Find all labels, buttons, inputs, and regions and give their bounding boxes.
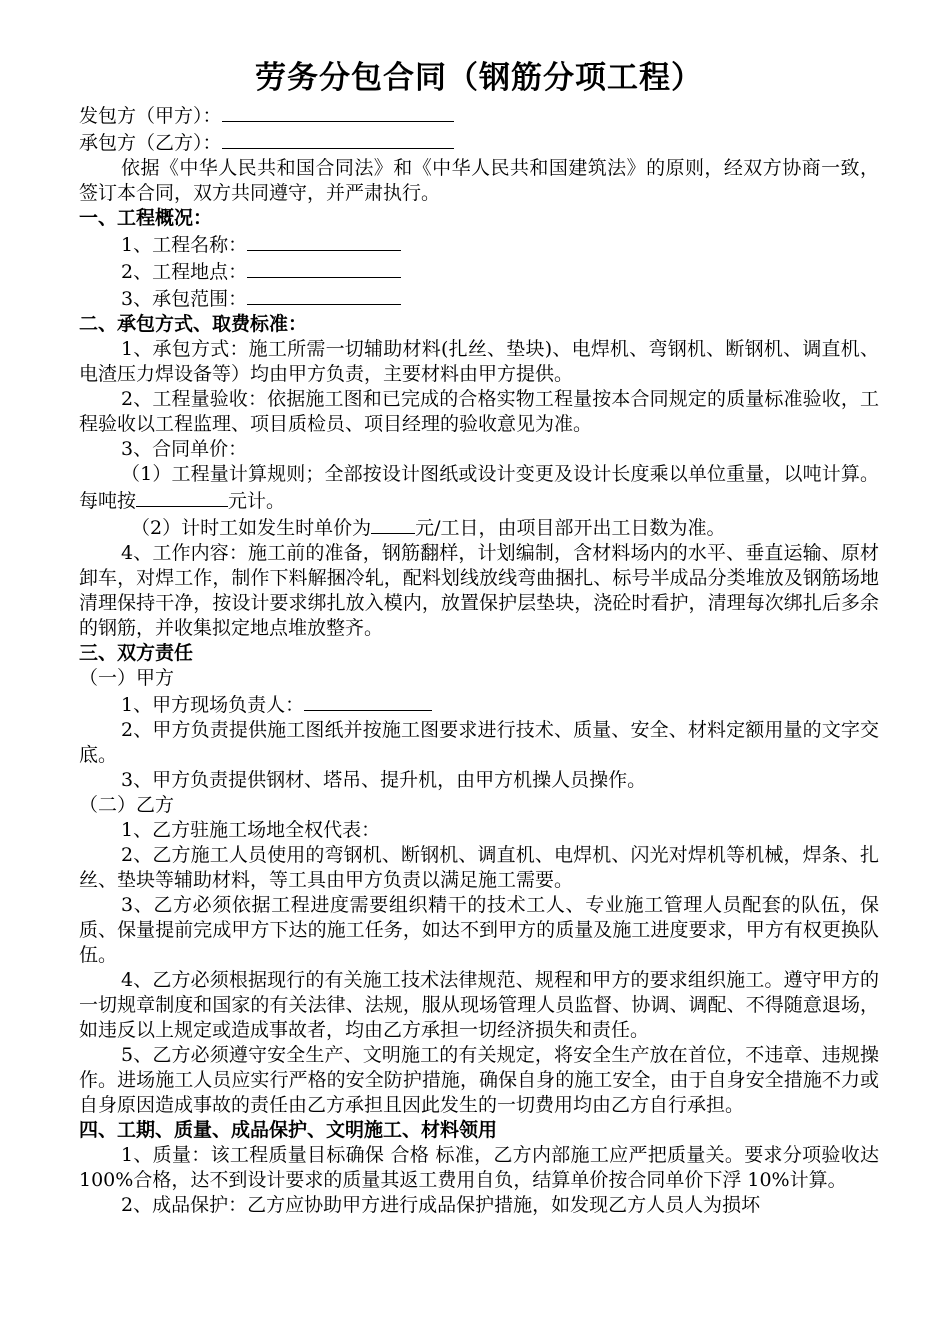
section-1-heading: 一、工程概况：	[79, 207, 213, 229]
party-b-line	[79, 129, 879, 156]
project-location-line	[79, 258, 879, 285]
contract-scope-label: 3、承包范围：	[121, 288, 248, 310]
s2-clause-3-2	[79, 514, 879, 541]
a-clause-3: 3、甲方负责提供钢材、塔吊、提升机，由甲方机操人员操作。	[121, 769, 647, 791]
hourly-price-text: （2）计时工如发生时单价为	[131, 517, 372, 539]
unit-price-text: （1）工程量计算规则；全部按设计图纸或设计变更及设计长度乘以单位重量，以吨计算。每吨按	[79, 463, 879, 512]
s2-paragraph-4: 4、工作内容：施工前的准备，钢筋翻样，计划编制，含材料场内的水平、垂直运输、原材卸车，对焊工作，制作下料解捆冷轧，配料划线放线弯曲捆扎、标号半成品分类堆放及钢筋场地清理保持干净，按设计要求绑扎放入模内，放置保护层垫块，浇砼时看护，清理每次绑扎后多余的钢筋，并收集拟定地点堆放整齐。	[79, 542, 879, 639]
b-clause-5: 5、乙方必须遵守安全生产、文明施工的有关规定，将安全生产放在首位，不违章、违规操作。进场施工人员应实行严格的安全防护措施，确保自身的施工安全，由于自身安全措施不力或自身原因造成事故的责任由乙方承担且因此发生的一切费用均由乙方自行承担。	[79, 1044, 879, 1116]
hourly-price-suffix: 元/工日，由项目部开出工日数为准。	[415, 517, 726, 539]
contract-scope-blank	[247, 285, 401, 305]
party-b-subheading: （二）乙方	[79, 794, 175, 816]
section-2-heading: 二、承包方式、取费标准：	[79, 313, 308, 335]
b-clause-4: 4、乙方必须根据现行的有关施工技术法律规范、规程和甲方的要求组织施工。遵守甲方的一切规章制度和国家的有关法律、法规，服从现场管理人员监督、协调、调配、不得随意退场，如违反以上规定或造成事故者，均由乙方承担一切经济损失和责任。	[79, 969, 879, 1041]
b-clause-2: 2、乙方施工人员使用的弯钢机、断钢机、调直机、电焊机、闪光对焊机等机械，焊条、扎丝、垫块等辅助材料，等工具由甲方负责以满足施工需要。	[79, 844, 879, 891]
a-site-manager-blank	[304, 691, 432, 711]
a-site-manager-label: 1、甲方现场负责人：	[121, 694, 305, 716]
project-name-line	[79, 231, 879, 258]
b-clause-3: 3、乙方必须依据工程进度需要组织精干的技术工人、专业施工管理人员配套的队伍，保质、保量提前完成甲方下达的施工任务，如达不到甲方的质量及施工进度要求，甲方有权更换队伍。	[79, 894, 879, 966]
unit-price-blank	[136, 487, 228, 507]
s4-clause-1: 1、质量：该工程质量目标确保 合格 标准，乙方内部施工应严把质量关。要求分项验收达 100%合格，达不到设计要求的质量其返工费用自负，结算单价按合同单价下浮 10%计算。	[79, 1144, 879, 1191]
s2-paragraph-3: 3、合同单价：	[121, 438, 248, 460]
project-location-label: 2、工程地点：	[121, 261, 248, 283]
contract-document	[79, 56, 879, 1218]
project-name-blank	[247, 231, 401, 251]
party-b-label: 承包方（乙方）：	[79, 132, 222, 154]
party-b-blank	[222, 129, 454, 149]
party-a-blank	[222, 102, 454, 122]
s2-paragraph-1: 1、承包方式：施工所需一切辅助材料(扎丝、垫块)、电焊机、弯钢机、断钢机、调直机、电渣压力焊设备等）均由甲方负责，主要材料由甲方提供。	[79, 338, 879, 385]
intro-paragraph: 依据《中华人民共和国合同法》和《中华人民共和国建筑法》的原则，经双方协商一致，签订本合同，双方共同遵守，并严肃执行。	[79, 157, 879, 204]
project-name-label: 1、工程名称：	[121, 234, 248, 256]
party-a-subheading: （一）甲方	[79, 667, 175, 689]
hourly-price-blank	[371, 514, 415, 534]
section-4-heading: 四、工期、质量、成品保护、文明施工、材料领用	[79, 1119, 498, 1141]
contract-scope-line	[79, 285, 879, 312]
a-clause-2: 2、甲方负责提供施工图纸并按施工图要求进行技术、质量、安全、材料定额用量的文字交底。	[79, 719, 879, 766]
party-a-label: 发包方（甲方）：	[79, 105, 222, 127]
s2-clause-3-1	[79, 462, 879, 514]
b-clause-1: 1、乙方驻施工场地全权代表：	[121, 819, 381, 841]
document-title: 劳务分包合同（钢筋分项工程）	[255, 60, 703, 96]
section-3-heading: 三、双方责任	[79, 642, 194, 664]
project-location-blank	[247, 258, 401, 278]
s2-paragraph-2: 2、工程量验收：依据施工图和已完成的合格实物工程量按本合同规定的质量标准验收，工程验收以工程监理、项目质检员、项目经理的验收意见为准。	[79, 388, 879, 435]
a-site-manager-line	[79, 691, 879, 718]
s4-clause-2: 2、成品保护：乙方应协助甲方进行成品保护措施，如发现乙方人员人为损坏	[121, 1194, 761, 1216]
unit-price-suffix: 元计。	[228, 490, 286, 512]
party-a-line	[79, 102, 879, 129]
